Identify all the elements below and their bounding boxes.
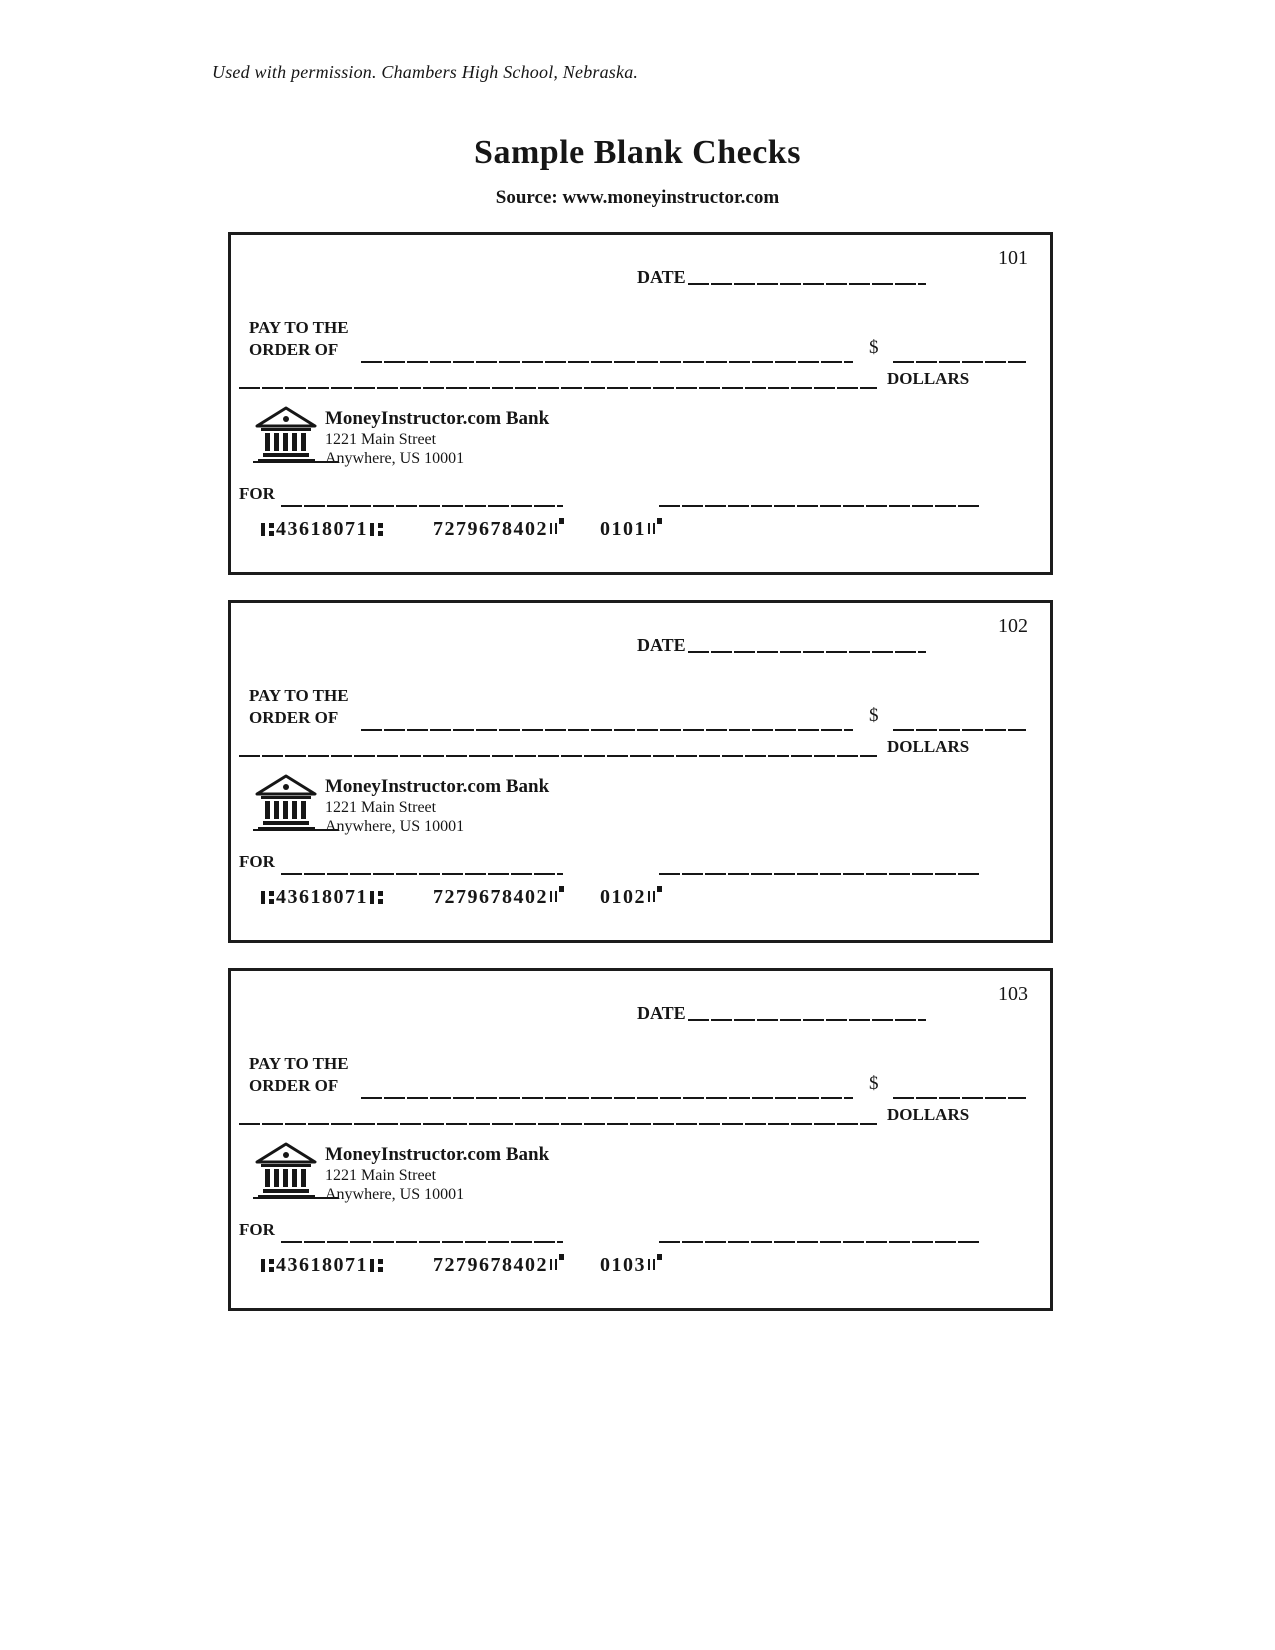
pay-to-line2: ORDER OF bbox=[249, 340, 339, 359]
micr-check-number: 0103 bbox=[600, 1254, 646, 1276]
written-amount-line bbox=[239, 387, 877, 389]
micr-routing-number: 43618071 bbox=[276, 886, 368, 908]
amount-line bbox=[893, 1097, 1026, 1099]
micr-transit-icon bbox=[261, 888, 274, 907]
micr-account-number: 7279678402 bbox=[433, 518, 548, 540]
micr-account-group bbox=[433, 518, 564, 541]
micr-routing-number: 43618071 bbox=[276, 1254, 368, 1276]
amount-line bbox=[893, 361, 1026, 363]
memo-line bbox=[281, 505, 563, 507]
micr-transit-icon bbox=[261, 520, 274, 539]
page-title: Sample Blank Checks bbox=[474, 134, 801, 171]
for-label: FOR bbox=[239, 852, 275, 871]
date-row bbox=[637, 267, 926, 287]
check-number: 102 bbox=[998, 615, 1028, 637]
source-line: Source: www.moneyinstructor.com bbox=[495, 187, 780, 208]
dollar-sign: $ bbox=[869, 705, 879, 726]
memo-line bbox=[281, 1241, 563, 1243]
micr-checknum-group bbox=[600, 886, 662, 909]
pay-to-line1: PAY TO THE bbox=[249, 1054, 349, 1073]
bank-address-street: 1221 Main Street bbox=[325, 799, 437, 816]
pay-to-line1: PAY TO THE bbox=[249, 686, 349, 705]
check-number: 101 bbox=[998, 247, 1028, 269]
date-line bbox=[688, 283, 926, 285]
signature-line bbox=[659, 505, 981, 507]
payee-line bbox=[361, 729, 853, 731]
attribution-text: Used with permission. Chambers High School, Nebraska. bbox=[212, 62, 639, 82]
dollars-label: DOLLARS bbox=[887, 737, 970, 756]
micr-transit-icon bbox=[370, 888, 383, 907]
micr-checknum-group bbox=[600, 518, 662, 541]
bank-address-street: 1221 Main Street bbox=[325, 431, 437, 448]
micr-onus-icon bbox=[648, 886, 662, 902]
micr-account-group bbox=[433, 1254, 564, 1277]
written-amount-line bbox=[239, 1123, 877, 1125]
micr-transit-icon bbox=[370, 1256, 383, 1275]
micr-checknum-group bbox=[600, 1254, 662, 1277]
micr-check-number: 0101 bbox=[600, 518, 646, 540]
micr-onus-icon bbox=[550, 1254, 564, 1270]
date-row bbox=[637, 635, 926, 655]
bank-block bbox=[253, 1141, 549, 1205]
date-label: DATE bbox=[637, 1003, 686, 1023]
memo-line bbox=[281, 873, 563, 875]
bank-address-street: 1221 Main Street bbox=[325, 1167, 437, 1184]
payee-line bbox=[361, 361, 853, 363]
bank-address-city: Anywhere, US 10001 bbox=[325, 450, 465, 467]
pay-to-order-label bbox=[249, 317, 349, 361]
date-label: DATE bbox=[637, 635, 686, 655]
check-list bbox=[228, 232, 1053, 1311]
pay-to-line1: PAY TO THE bbox=[249, 318, 349, 337]
micr-onus-icon bbox=[648, 1254, 662, 1270]
blank-check-103 bbox=[228, 968, 1053, 1311]
bank-name: MoneyInstructor.com Bank bbox=[325, 776, 550, 797]
micr-routing-group bbox=[259, 1254, 385, 1277]
micr-line bbox=[259, 1254, 662, 1277]
for-label: FOR bbox=[239, 484, 275, 503]
bank-text bbox=[325, 1141, 549, 1205]
bank-text bbox=[325, 773, 549, 837]
micr-routing-group bbox=[259, 518, 385, 541]
bank-address-city: Anywhere, US 10001 bbox=[325, 818, 465, 835]
micr-line bbox=[259, 886, 662, 909]
pay-to-line2: ORDER OF bbox=[249, 1076, 339, 1095]
amount-line bbox=[893, 729, 1026, 731]
date-line bbox=[688, 1019, 926, 1021]
micr-line bbox=[259, 518, 662, 541]
pay-to-order-label bbox=[249, 1053, 349, 1097]
blank-check-101 bbox=[228, 232, 1053, 575]
micr-account-number: 7279678402 bbox=[433, 886, 548, 908]
micr-onus-icon bbox=[550, 886, 564, 902]
bank-name: MoneyInstructor.com Bank bbox=[325, 1144, 550, 1165]
dollar-sign: $ bbox=[869, 337, 879, 358]
bank-address-city: Anywhere, US 10001 bbox=[325, 1186, 465, 1203]
signature-line bbox=[659, 873, 981, 875]
dollars-label: DOLLARS bbox=[887, 1105, 970, 1124]
signature-line bbox=[659, 1241, 981, 1243]
micr-onus-icon bbox=[648, 518, 662, 534]
micr-account-number: 7279678402 bbox=[433, 1254, 548, 1276]
micr-routing-group bbox=[259, 886, 385, 909]
bank-name: MoneyInstructor.com Bank bbox=[325, 408, 550, 429]
payee-line bbox=[361, 1097, 853, 1099]
pay-to-line2: ORDER OF bbox=[249, 708, 339, 727]
for-label: FOR bbox=[239, 1220, 275, 1239]
date-label: DATE bbox=[637, 267, 686, 287]
bank-text bbox=[325, 405, 549, 469]
blank-check-102 bbox=[228, 600, 1053, 943]
bank-block bbox=[253, 405, 549, 469]
pay-to-order-label bbox=[249, 685, 349, 729]
bank-block bbox=[253, 773, 549, 837]
micr-account-group bbox=[433, 886, 564, 909]
micr-check-number: 0102 bbox=[600, 886, 646, 908]
dollar-sign: $ bbox=[869, 1073, 879, 1094]
micr-onus-icon bbox=[550, 518, 564, 534]
date-line bbox=[688, 651, 926, 653]
micr-transit-icon bbox=[261, 1256, 274, 1275]
micr-transit-icon bbox=[370, 520, 383, 539]
date-row bbox=[637, 1003, 926, 1023]
check-number: 103 bbox=[998, 983, 1028, 1005]
dollars-label: DOLLARS bbox=[887, 369, 970, 388]
written-amount-line bbox=[239, 755, 877, 757]
micr-routing-number: 43618071 bbox=[276, 518, 368, 540]
